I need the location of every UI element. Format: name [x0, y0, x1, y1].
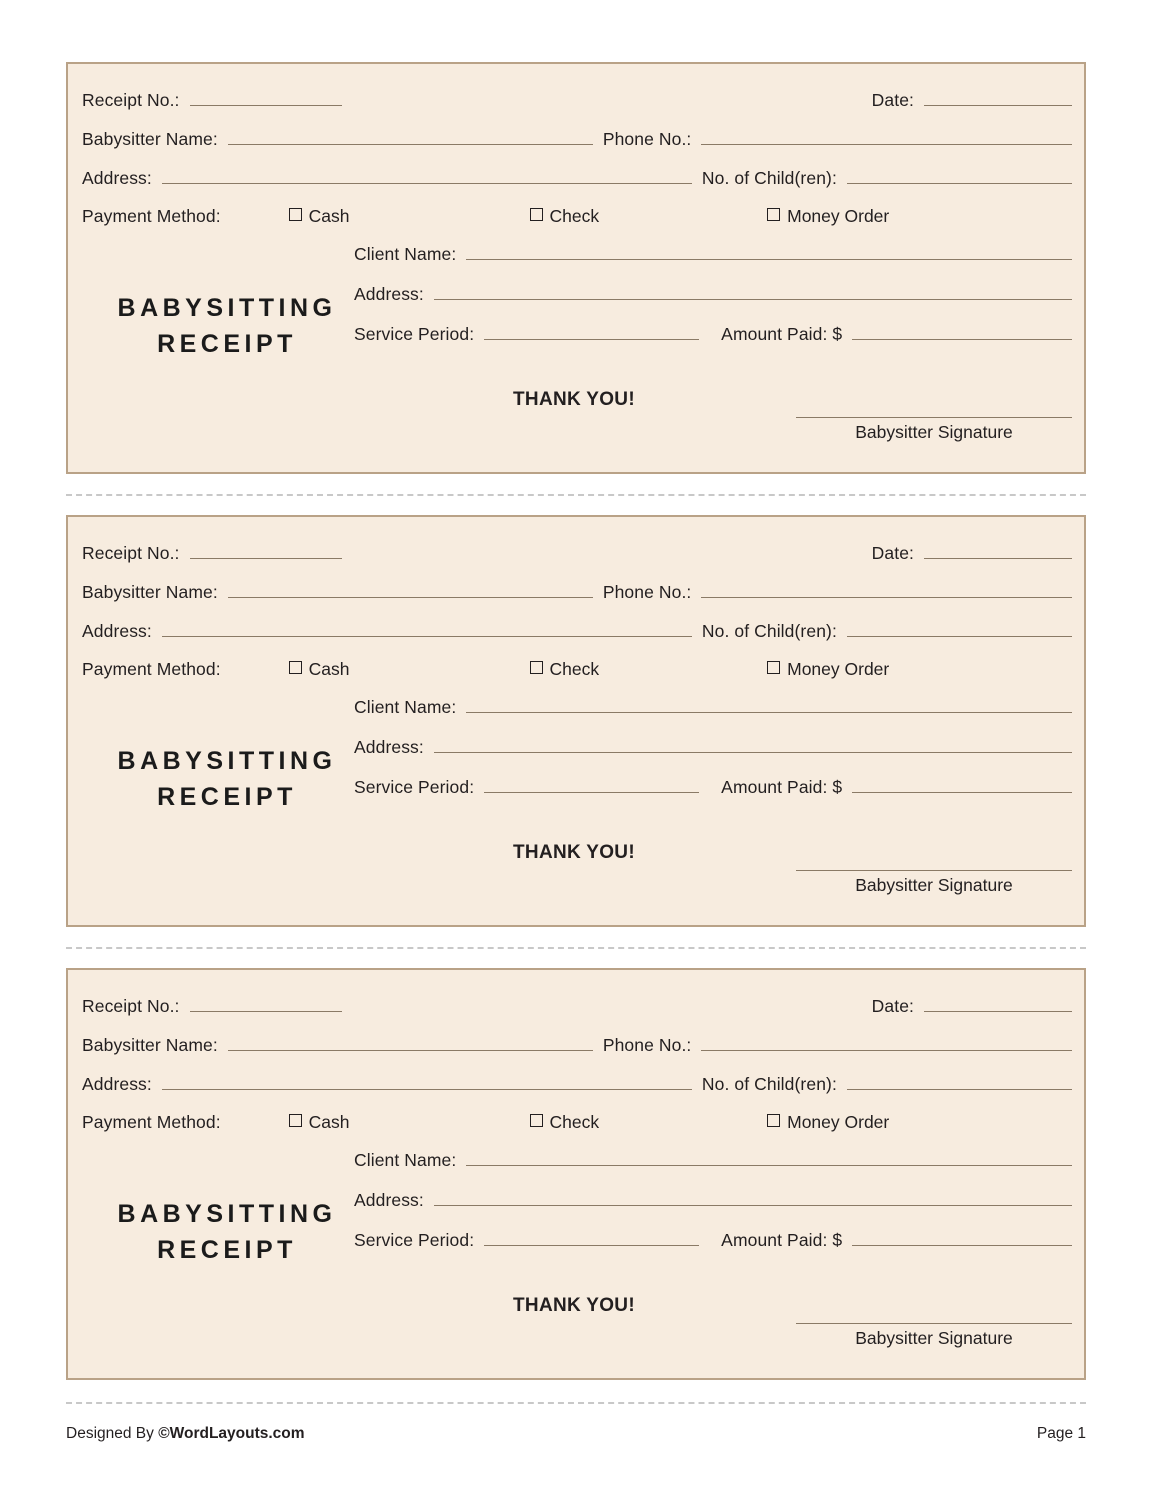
babysitter-name-label: Babysitter Name: — [82, 1035, 218, 1055]
checkbox-icon[interactable] — [767, 1114, 780, 1127]
payment-option-money-order-label: Money Order — [787, 1112, 890, 1132]
receipt-row-client-address — [354, 284, 1072, 305]
no-of-children-input[interactable] — [847, 635, 1072, 637]
no-of-children-input[interactable] — [847, 182, 1072, 184]
checkbox-icon[interactable] — [289, 208, 302, 221]
receipt-no-label: Receipt No.: — [82, 543, 180, 563]
no-of-children-label: No. of Child(ren): — [701, 621, 837, 641]
payment-option-cash-label: Cash — [308, 659, 350, 679]
phone-no-input[interactable] — [701, 1049, 1072, 1051]
payment-option-money-order[interactable] — [767, 659, 889, 680]
phone-no-label: Phone No.: — [602, 1035, 692, 1055]
address-input[interactable] — [162, 635, 692, 637]
phone-no-input[interactable] — [701, 596, 1072, 598]
amount-paid-label: Amount Paid: $ — [721, 777, 843, 797]
payment-method-label: Payment Method: — [82, 659, 221, 679]
payment-option-cash[interactable] — [289, 659, 350, 680]
address-label: Address: — [82, 1074, 152, 1094]
address-label: Address: — [82, 621, 152, 641]
babysitter-name-label: Babysitter Name: — [82, 582, 218, 602]
receipt-row-number-date — [82, 543, 1072, 564]
client-name-label: Client Name: — [354, 244, 457, 264]
babysitter-name-input[interactable] — [228, 596, 593, 598]
client-address-input[interactable] — [434, 1204, 1072, 1206]
receipt-row-number-date — [82, 90, 1072, 111]
client-name-input[interactable] — [466, 1164, 1072, 1166]
receipt-title — [82, 1196, 372, 1269]
babysitter-name-input[interactable] — [228, 143, 593, 145]
payment-option-money-order[interactable] — [767, 1112, 889, 1133]
babysitter-name-input[interactable] — [228, 1049, 593, 1051]
receipt-row-client-name — [354, 1150, 1072, 1171]
payment-option-cash-label: Cash — [308, 206, 350, 226]
client-address-label: Address: — [354, 737, 424, 757]
client-address-input[interactable] — [434, 751, 1072, 753]
receipt-title-line1: BABYSITTING — [117, 1200, 337, 1228]
receipt-row-address-children — [82, 621, 1072, 642]
address-input[interactable] — [162, 1088, 692, 1090]
payment-option-cash[interactable] — [289, 206, 350, 227]
phone-no-label: Phone No.: — [602, 582, 692, 602]
thank-you-text: THANK YOU! — [513, 842, 635, 863]
amount-paid-input[interactable] — [852, 791, 1072, 793]
service-period-label: Service Period: — [354, 777, 475, 797]
receipt-no-input[interactable] — [190, 104, 342, 106]
payment-option-check[interactable] — [530, 659, 600, 680]
receipt-row-babysitter-phone — [82, 582, 1072, 603]
receipt-title-line2: RECEIPT — [157, 783, 297, 812]
cut-line-divider — [66, 1402, 1086, 1404]
thank-you-text: THANK YOU! — [513, 389, 635, 410]
client-name-input[interactable] — [466, 258, 1072, 260]
client-address-input[interactable] — [434, 298, 1072, 300]
receipt-row-payment-method — [82, 659, 1072, 680]
receipt-row-babysitter-phone — [82, 129, 1072, 150]
payment-option-check[interactable] — [530, 1112, 600, 1133]
receipt-row-babysitter-phone — [82, 1035, 1072, 1056]
payment-option-money-order-label: Money Order — [787, 659, 890, 679]
date-input[interactable] — [924, 557, 1072, 559]
receipt-no-input[interactable] — [190, 557, 342, 559]
service-period-input[interactable] — [484, 338, 699, 340]
receipt-title-line1: BABYSITTING — [117, 747, 337, 775]
client-name-input[interactable] — [466, 711, 1072, 713]
babysitter-name-label: Babysitter Name: — [82, 129, 218, 149]
designed-by-prefix: Designed By — [66, 1425, 159, 1442]
client-address-label: Address: — [354, 284, 424, 304]
cut-line-divider — [66, 947, 1086, 949]
signature-label: Babysitter Signature — [855, 1328, 1013, 1348]
receipt-row-address-children — [82, 1074, 1072, 1095]
address-label: Address: — [82, 168, 152, 188]
signature-input[interactable] — [796, 1322, 1072, 1324]
date-label: Date: — [871, 543, 914, 563]
receipt-row-address-children — [82, 168, 1072, 189]
service-period-input[interactable] — [484, 791, 699, 793]
service-period-label: Service Period: — [354, 1230, 475, 1250]
date-label: Date: — [871, 996, 914, 1016]
phone-no-label: Phone No.: — [602, 129, 692, 149]
receipt-row-client-name — [354, 697, 1072, 718]
signature-input[interactable] — [796, 869, 1072, 871]
address-input[interactable] — [162, 182, 692, 184]
amount-paid-label: Amount Paid: $ — [721, 1230, 843, 1250]
checkbox-icon[interactable] — [767, 661, 780, 674]
payment-option-cash[interactable] — [289, 1112, 350, 1133]
payment-option-check[interactable] — [530, 206, 600, 227]
payment-option-check-label: Check — [549, 659, 600, 679]
payment-option-money-order-label: Money Order — [787, 206, 890, 226]
payment-option-cash-label: Cash — [308, 1112, 350, 1132]
receipt-title — [82, 290, 372, 363]
receipt-row-service-amount — [354, 777, 1072, 798]
receipt-no-label: Receipt No.: — [82, 90, 180, 110]
checkbox-icon[interactable] — [530, 208, 543, 221]
checkbox-icon[interactable] — [289, 661, 302, 674]
receipt-card — [66, 515, 1086, 927]
designed-by — [66, 1425, 305, 1443]
signature-input[interactable] — [796, 416, 1072, 418]
receipt-row-service-amount — [354, 1230, 1072, 1251]
receipt-card — [66, 62, 1086, 474]
checkbox-icon[interactable] — [767, 208, 780, 221]
designed-by-brand: ©WordLayouts.com — [158, 1425, 305, 1442]
receipt-title-line1: BABYSITTING — [117, 294, 337, 322]
page-footer — [66, 1425, 1086, 1443]
checkbox-icon[interactable] — [530, 661, 543, 674]
client-name-label: Client Name: — [354, 1150, 457, 1170]
payment-option-check-label: Check — [549, 1112, 600, 1132]
receipt-row-payment-method — [82, 1112, 1072, 1133]
amount-paid-input[interactable] — [852, 338, 1072, 340]
date-input[interactable] — [924, 1010, 1072, 1012]
thank-you-text: THANK YOU! — [513, 1295, 635, 1316]
payment-option-money-order[interactable] — [767, 206, 889, 227]
receipt-row-number-date — [82, 996, 1072, 1017]
receipt-no-label: Receipt No.: — [82, 996, 180, 1016]
payment-option-check-label: Check — [549, 206, 600, 226]
receipt-row-client-address — [354, 737, 1072, 758]
no-of-children-input[interactable] — [847, 1088, 1072, 1090]
signature-label: Babysitter Signature — [855, 422, 1013, 442]
receipt-title — [82, 743, 372, 816]
signature-label: Babysitter Signature — [855, 875, 1013, 895]
payment-method-label: Payment Method: — [82, 206, 221, 226]
checkbox-icon[interactable] — [530, 1114, 543, 1127]
phone-no-input[interactable] — [701, 143, 1072, 145]
client-name-label: Client Name: — [354, 697, 457, 717]
cut-line-divider — [66, 494, 1086, 496]
amount-paid-label: Amount Paid: $ — [721, 324, 843, 344]
payment-method-label: Payment Method: — [82, 1112, 221, 1132]
receipt-card — [66, 968, 1086, 1380]
client-address-label: Address: — [354, 1190, 424, 1210]
service-period-label: Service Period: — [354, 324, 475, 344]
service-period-input[interactable] — [484, 1244, 699, 1246]
amount-paid-input[interactable] — [852, 1244, 1072, 1246]
no-of-children-label: No. of Child(ren): — [701, 1074, 837, 1094]
no-of-children-label: No. of Child(ren): — [701, 168, 837, 188]
date-input[interactable] — [924, 104, 1072, 106]
receipt-no-input[interactable] — [190, 1010, 342, 1012]
receipt-row-service-amount — [354, 324, 1072, 345]
receipt-title-line2: RECEIPT — [157, 1236, 297, 1265]
page-number: Page 1 — [1036, 1425, 1086, 1442]
receipt-row-client-name — [354, 244, 1072, 265]
checkbox-icon[interactable] — [289, 1114, 302, 1127]
receipt-row-payment-method — [82, 206, 1072, 227]
date-label: Date: — [871, 90, 914, 110]
receipt-row-client-address — [354, 1190, 1072, 1211]
receipt-title-line2: RECEIPT — [157, 330, 297, 359]
